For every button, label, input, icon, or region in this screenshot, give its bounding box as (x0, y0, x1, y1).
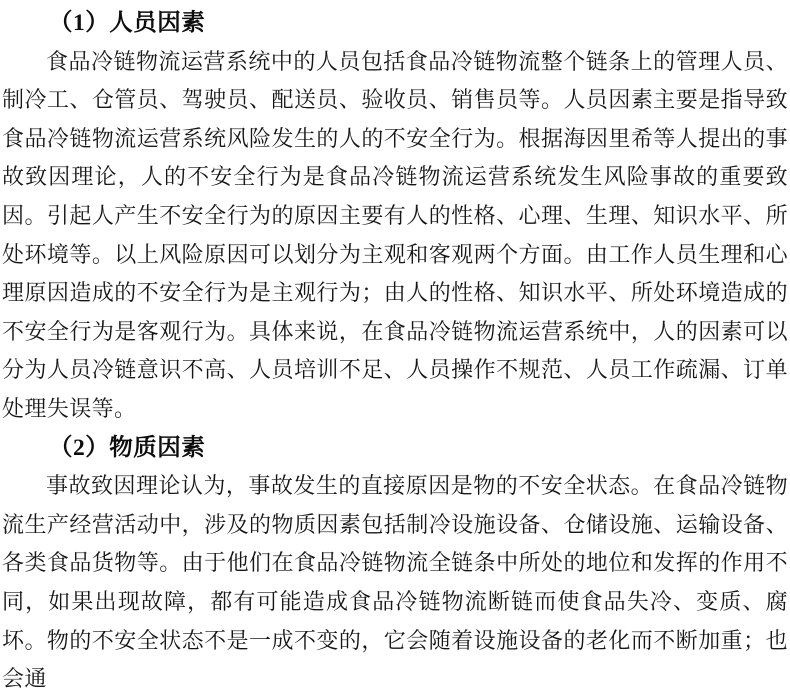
section-material-factors (2, 429, 788, 699)
heading-personnel-factors: （1）人员因素 (49, 10, 206, 36)
heading-material-factors: （2）物质因素 (49, 434, 206, 461)
section-personnel-factors (2, 4, 788, 429)
paragraph-material-factors: 事故致因理论认为，事故发生的直接原因是物的不安全状态。在食品冷链物流生产经营活动中，涉及的物质因素包括制冷设施设备、仓储设施、运输设备、各类食品货物等。由于他们在食品冷链物流全链条中所处的地位和发挥的作用不同，如果出现故障，都有可能造成食品冷链物流断链而使食品失冷、变质、腐坏。物的不安全状态不是一成不变的，它会随着设施设备的老化而不断加重；也会通 (2, 473, 788, 692)
paragraph-personnel-factors: 食品冷链物流运营系统中的人员包括食品冷链物流整个链条上的管理人员、制冷工、仓管员、驾驶员、配送员、验收员、销售员等。人员因素主要是指导致食品冷链物流运营系统风险发生的人的不安全行为。根据海因里希等人提出的事故致因理论，人的不安全行为是食品冷链物流运营系统发生风险事故的重要致因。引起人产生不安全行为的原因主要有人的性格、心理、生理、知识水平、所处环境等。以上风险原因可以划分为主观和客观两个方面。由工作人员生理和心理原因造成的不安全行为是主观行为；由人的性格、知识水平、所处环境造成的不安全行为是客观行为。具体来说，在食品冷链物流运营系统中，人的因素可以分为人员冷链意识不高、人员培训不足、人员操作不规范、人员工作疏漏、订单处理失误等。 (2, 48, 788, 421)
